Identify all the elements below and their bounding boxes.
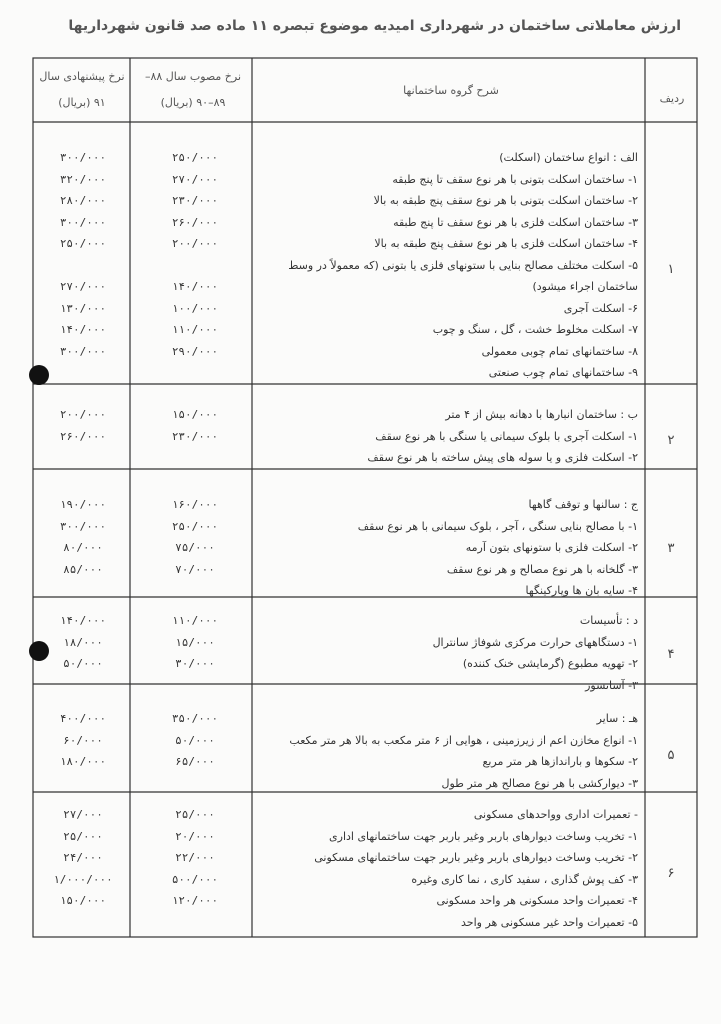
rate-value: ۲۶۰/۰۰۰	[171, 215, 219, 229]
rates-91-column	[40, 494, 126, 580]
rate-value: ۲۷۰/۰۰۰	[59, 280, 107, 293]
section-title: ج : سالنها و توقف گاهها	[528, 498, 638, 511]
rates-88-column	[150, 708, 240, 773]
rate-value: ۲۷/۰۰۰	[63, 808, 103, 821]
row-number: ۶	[667, 866, 675, 881]
section-description	[262, 804, 638, 933]
header-rate-88: نرخ مصوب سال ۸۸– ۸۹–۹۰ (بریال)	[144, 70, 242, 109]
item-line: ۱- دستگاههای حرارت مرکزی شوفاژ سانترال	[432, 635, 638, 649]
item-line: ۵- اسکلت مختلف مصالح بنایی با ستونهای فلزی یا بتونی (که معمولاً در وسط	[288, 258, 638, 272]
rate-value: ۳۰۰/۰۰۰	[59, 344, 107, 358]
rate-value: ۱۹۰/۰۰۰	[59, 498, 107, 511]
item-line: ۴- ساختمان اسکلت فلزی با هر نوع سقف پنج طبقه به بالا	[374, 237, 638, 250]
section-description	[262, 404, 638, 469]
rate-value: ۱۶۰/۰۰۰	[171, 498, 219, 511]
section-description	[262, 708, 638, 794]
section-description	[262, 147, 638, 384]
rate-value: ۲۵۰/۰۰۰	[59, 237, 107, 250]
rate-value: ۶۵/۰۰۰	[175, 755, 215, 768]
section-title: الف : انواع ساختمان (اسکلت)	[499, 151, 638, 164]
item-line: ۶- اسکلت آجری	[563, 301, 638, 315]
section-title: ب : ساختمان انبارها با دهانه بیش از ۴ متر	[445, 408, 638, 421]
row-number: ۵	[667, 748, 675, 763]
rate-value: ۲۵۰/۰۰۰	[171, 151, 219, 164]
item-line: ۲- تهویه مطبوع (گرمایشی خنک کننده)	[462, 657, 638, 670]
rate-value: ۵۰/۰۰۰	[175, 733, 215, 747]
rate-value: ۶۰/۰۰۰	[63, 733, 103, 747]
item-line: ۴- سایه بان ها وپارکینگها	[525, 584, 638, 597]
rate-value: ۲۹۰/۰۰۰	[171, 344, 219, 358]
item-line: ۲- سکوها و باراندازها هر متر مربع	[482, 755, 638, 768]
rate-value: ۲۶۰/۰۰۰	[59, 429, 107, 443]
rate-value: ۱۵۰/۰۰۰	[171, 408, 219, 421]
rate-value: ۲۴/۰۰۰	[63, 851, 103, 864]
rate-value: ۱۲۰/۰۰۰	[171, 894, 219, 907]
item-line: ۱- انواع مخازن اعم از زیرزمینی ، هوایی از ۶ متر مکعب به بالا هر متر مکعب	[289, 733, 638, 747]
rates-88-column	[150, 147, 240, 362]
row-number: ۳	[667, 541, 675, 556]
rate-value: ۱/۰۰۰/۰۰۰	[53, 872, 113, 886]
page-title: ارزش معاملاتی ساختمان در شهرداری امیدیه موضوع تبصره ۱۱ ماده صد قانون شهرداریها	[68, 18, 681, 34]
rates-91-column	[40, 610, 126, 675]
row-number: ۲	[667, 433, 675, 448]
item-line: ۳- دیوارکشی با هر نوع مصالح هر متر طول	[441, 776, 638, 790]
rate-value: ۲۳۰/۰۰۰	[171, 429, 219, 443]
rate-value: ۳۰۰/۰۰۰	[59, 151, 107, 164]
rate-value: ۲۳۰/۰۰۰	[171, 194, 219, 207]
rate-value: ۷۰/۰۰۰	[175, 562, 215, 576]
item-line: ۲- اسکلت فلزی با ستونهای بتون آرمه	[465, 541, 638, 554]
rate-value: ۴۰۰/۰۰۰	[59, 712, 107, 725]
rate-value: ۱۸۰/۰۰۰	[59, 755, 107, 768]
item-line: ۲- ساختمان اسکلت بتونی با هر نوع سقف پنج طبقه به بالا	[373, 194, 638, 207]
rate-value: ۲۰۰/۰۰۰	[59, 408, 107, 421]
rate-value: ۲۰۰/۰۰۰	[171, 237, 219, 250]
rate-value: ۲۵۰/۰۰۰	[171, 519, 219, 533]
rate-value: ۷۵/۰۰۰	[175, 541, 215, 554]
rate-value: ۲۷۰/۰۰۰	[171, 172, 219, 186]
section-description	[262, 610, 638, 696]
rate-value: ۱۴۰/۰۰۰	[171, 280, 219, 293]
rates-88-column	[150, 494, 240, 580]
header-row: ردیف	[659, 92, 685, 105]
item-line: ۱- اسکلت آجری با بلوک سیمانی یا سنگی با هر نوع سقف	[375, 429, 638, 443]
rate-value: ۱۱۰/۰۰۰	[171, 323, 219, 336]
rate-value: ۸۰/۰۰۰	[63, 541, 103, 554]
punch-hole	[29, 641, 49, 661]
rate-value: ۲۲/۰۰۰	[175, 851, 215, 864]
rate-value: ۱۴۰/۰۰۰	[59, 323, 107, 336]
section-description	[262, 494, 638, 602]
rate-value: ۱۱۰/۰۰۰	[171, 614, 219, 627]
punch-hole	[29, 365, 49, 385]
rate-value: ۳۰/۰۰۰	[175, 657, 215, 670]
rate-value: ۱۸/۰۰۰	[63, 635, 103, 649]
rate-value: ۲۸۰/۰۰۰	[59, 194, 107, 207]
rates-91-column	[40, 804, 126, 912]
item-line: ۱- تخریب وساخت دیوارهای باربر وغیر باربر جهت ساختمانهای اداری	[329, 829, 638, 843]
section-title: هـ : سایر	[596, 712, 638, 725]
item-line: ۳- گلخانه با هر نوع مصالح و هر نوع سقف	[446, 562, 638, 576]
rate-value: ۳۵۰/۰۰۰	[171, 712, 219, 725]
item-line: ۲- اسکلت فلزی و یا سوله های پیش ساخته با هر نوع سقف	[367, 451, 638, 464]
header-rate-91: نرخ پیشنهادی سال ۹۱ (بریال)	[39, 70, 125, 109]
item-line: ساختمان اجراء میشود)	[532, 280, 638, 293]
item-line: ۳- کف پوش گذاری ، سفید کاری ، نما کاری وغیره	[411, 872, 638, 886]
rate-value: ۲۵/۰۰۰	[175, 808, 215, 821]
rate-value: ۱۴۰/۰۰۰	[59, 614, 107, 627]
rates-91-column	[40, 147, 126, 362]
rates-88-column	[150, 404, 240, 447]
rates-88-column	[150, 610, 240, 675]
header-desc: شرح گروه ساختمانها	[403, 84, 499, 97]
rate-value: ۳۰۰/۰۰۰	[59, 519, 107, 533]
rate-value	[150, 255, 240, 277]
rates-91-column	[40, 404, 126, 447]
item-line: ۷- اسکلت مخلوط خشت ، گل ، سنگ و چوب	[432, 323, 638, 336]
rate-value: ۳۰۰/۰۰۰	[59, 215, 107, 229]
rate-value: ۱۵۰/۰۰۰	[59, 894, 107, 907]
rates-91-column	[40, 708, 126, 773]
item-line: ۵- تعمیرات واحد غیر مسکونی هر واحد	[461, 915, 638, 929]
rate-value: ۵۰/۰۰۰	[63, 657, 103, 670]
item-line: ۸- ساختمانهای تمام چوبی معمولی	[481, 344, 638, 358]
row-number: ۱	[667, 262, 675, 277]
section-title: د : تأسیسات	[579, 614, 638, 627]
item-line: ۱- با مصالح بنایی سنگی ، آجر ، بلوک سیمانی با هر نوع سقف	[357, 519, 638, 533]
rate-value: ۱۳۰/۰۰۰	[59, 301, 107, 315]
rate-value: ۳۲۰/۰۰۰	[59, 172, 107, 186]
rates-88-column	[150, 804, 240, 912]
rate-value: ۲۰/۰۰۰	[175, 829, 215, 843]
section-title: - تعمیرات اداری وواحدهای مسکونی	[473, 808, 638, 821]
row-number: ۴	[667, 647, 675, 662]
rate-value: ۸۵/۰۰۰	[63, 562, 103, 576]
item-line: ۲- تخریب وساخت دیوارهای باربر وغیر باربر جهت ساختمانهای مسکونی	[314, 851, 638, 864]
item-line: ۴- تعمیرات واحد مسکونی هر واحد مسکونی	[436, 894, 638, 907]
item-line: ۱- ساختمان اسکلت بتونی با هر نوع سقف تا پنج طبقه	[392, 172, 638, 186]
item-line: ۹- ساختمانهای تمام چوب صنعتی	[488, 366, 638, 379]
rate-value	[40, 255, 126, 277]
rate-value: ۱۵/۰۰۰	[175, 635, 215, 649]
item-line: ۳- آسانسور	[585, 678, 638, 692]
rate-value: ۲۵/۰۰۰	[63, 829, 103, 843]
rate-value: ۵۰۰/۰۰۰	[171, 872, 219, 886]
rate-value: ۱۰۰/۰۰۰	[171, 301, 219, 315]
item-line: ۳- ساختمان اسکلت فلزی با هر نوع سقف تا پنج طبقه	[393, 215, 638, 229]
